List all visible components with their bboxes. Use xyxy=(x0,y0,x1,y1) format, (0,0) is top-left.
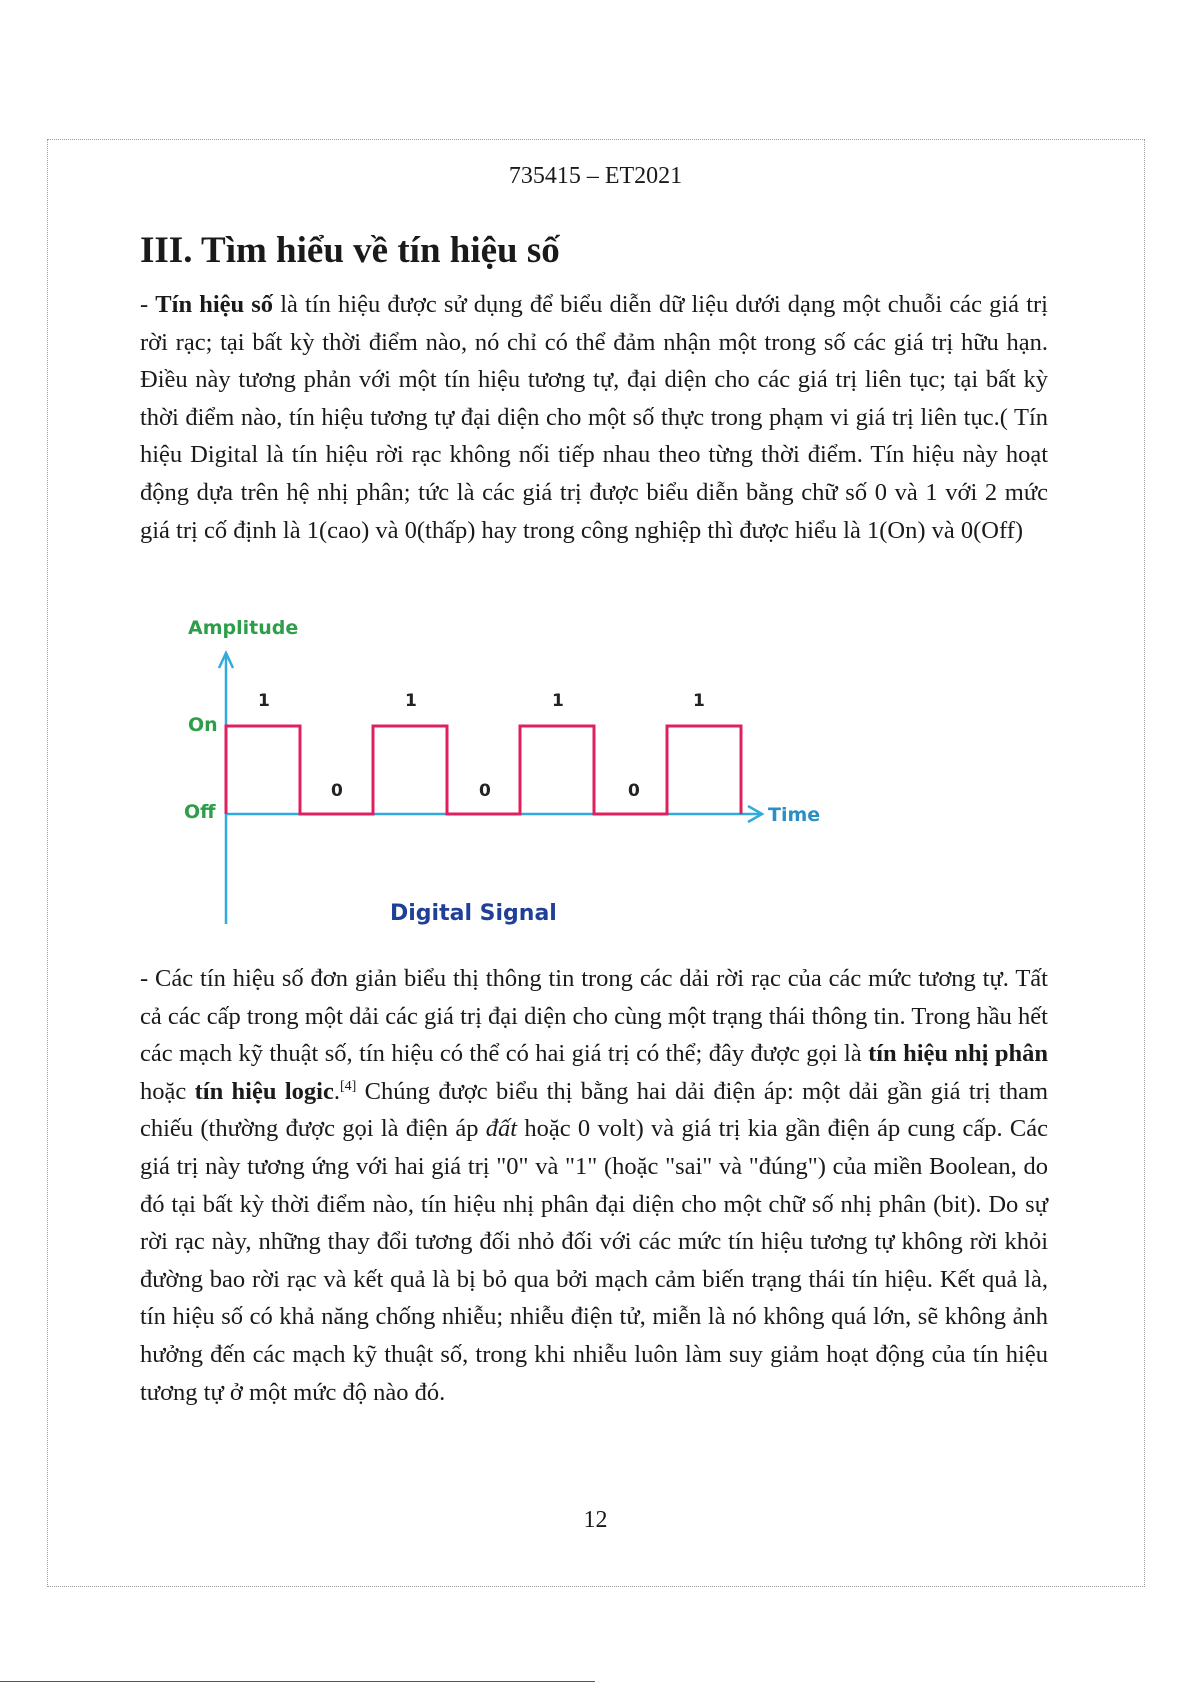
bit-label: 1 xyxy=(405,691,417,711)
paragraph-digital-signal-definition xyxy=(140,286,1048,549)
paragraph-text: hoặc 0 volt) và giá trị kia gần điện áp cung cấp. Các giá trị này tương ứng với hai giá trị "0" và "1" (hoặc "sai" và "đúng") của miền Boolean, do đó tại bất kỳ thời điểm nào, tín hiệu nhị phân đại diện cho một chữ số nhị phân (bit). Do sự rời rạc này, những thay đổi tương đối nhỏ đối với các mức tín hiệu tương tự không rời khỏi đường bao rời rạc và kết quả là bị bỏ qua bởi mạch cảm biến trạng thái tín hiệu. Kết quả là, tín hiệu số có khả năng chống nhiễu; nhiễu điện tử, miễn là nó không quá lớn, sẽ không ảnh hưởng đến các mạch kỹ thuật số, trong khi nhiễu luôn làm suy giảm hoạt động của tín hiệu tương tự ở một mức độ nào đó. xyxy=(140,1115,1048,1406)
time-label: Time xyxy=(768,804,821,826)
bit-label: 0 xyxy=(479,781,491,801)
paragraph-text: . xyxy=(333,1077,340,1105)
document-code: 735415 – ET2021 xyxy=(508,163,683,189)
bit-label: 1 xyxy=(693,691,705,711)
digital-signal-figure xyxy=(170,606,890,946)
paragraph-text: hoặc xyxy=(140,1077,195,1105)
bit-label: 1 xyxy=(258,691,270,711)
bit-label: 0 xyxy=(331,781,343,801)
paragraph-lead: - xyxy=(140,291,156,318)
bottom-divider xyxy=(0,1681,595,1682)
term-logic-signal: tín hiệu logic xyxy=(194,1077,334,1105)
off-level-label: Off xyxy=(184,801,216,823)
term-binary-signal: tín hiệu nhị phân xyxy=(868,1040,1048,1068)
paragraph-text: là tín hiệu được sử dụng để biểu diễn dữ liệu dưới dạng một chuỗi các giá trị rời rạc; tại bất kỳ thời điểm nào, nó chỉ có thể đảm nhận một trong số các giá trị hữu hạn. Điều này tương phản với một tín hiệu tương tự, đại diện cho các giá trị liên tục; tại bất kỳ thời điểm nào, tín hiệu tương tự đại diện cho một số thực trong phạm vi giá trị liên tục.( Tín hiệu Digital là tín hiệu rời rạc không nối tiếp nhau theo từng thời điểm. Tín hiệu này hoạt động dựa trên hệ nhị phân; tức là các giá trị được biểu diễn bằng chữ số 0 và 1 với 2 mức giá trị cố định là 1(cao) và 0(thấp) hay trong công nghiệp thì được hiểu là 1(On) và 0(Off) xyxy=(140,291,1048,544)
term-ground: đất xyxy=(485,1115,518,1143)
term-digital-signal: Tín hiệu số xyxy=(155,291,274,318)
paragraph-binary-signal xyxy=(140,960,1048,1411)
on-level-label: On xyxy=(188,714,218,736)
section-heading: III. Tìm hiểu về tín hiệu số xyxy=(140,230,560,271)
page-number: 12 xyxy=(583,1507,608,1533)
amplitude-label: Amplitude xyxy=(188,617,299,639)
bit-label: 1 xyxy=(552,691,564,711)
figure-caption: Digital Signal xyxy=(390,901,557,926)
paragraph-text: Chúng được biểu thị bằng hai dải điện áp: một dải gần giá trị tham chiếu (thường được gọi là điện áp xyxy=(140,1077,1048,1143)
bit-label: 0 xyxy=(628,781,640,801)
citation-ref[interactable]: [4] xyxy=(339,1078,357,1094)
paragraph-text: - Các tín hiệu số đơn giản biểu thị thông tin trong các dải rời rạc của các mức tương tự. Tất cả các cấp trong một dải các giá trị đại diện cho cùng một trạng thái thông tin. Trong hầu hết các mạch kỹ thuật số, tín hiệu có thể có hai giá trị có thể; đây được gọi là xyxy=(140,965,1048,1068)
